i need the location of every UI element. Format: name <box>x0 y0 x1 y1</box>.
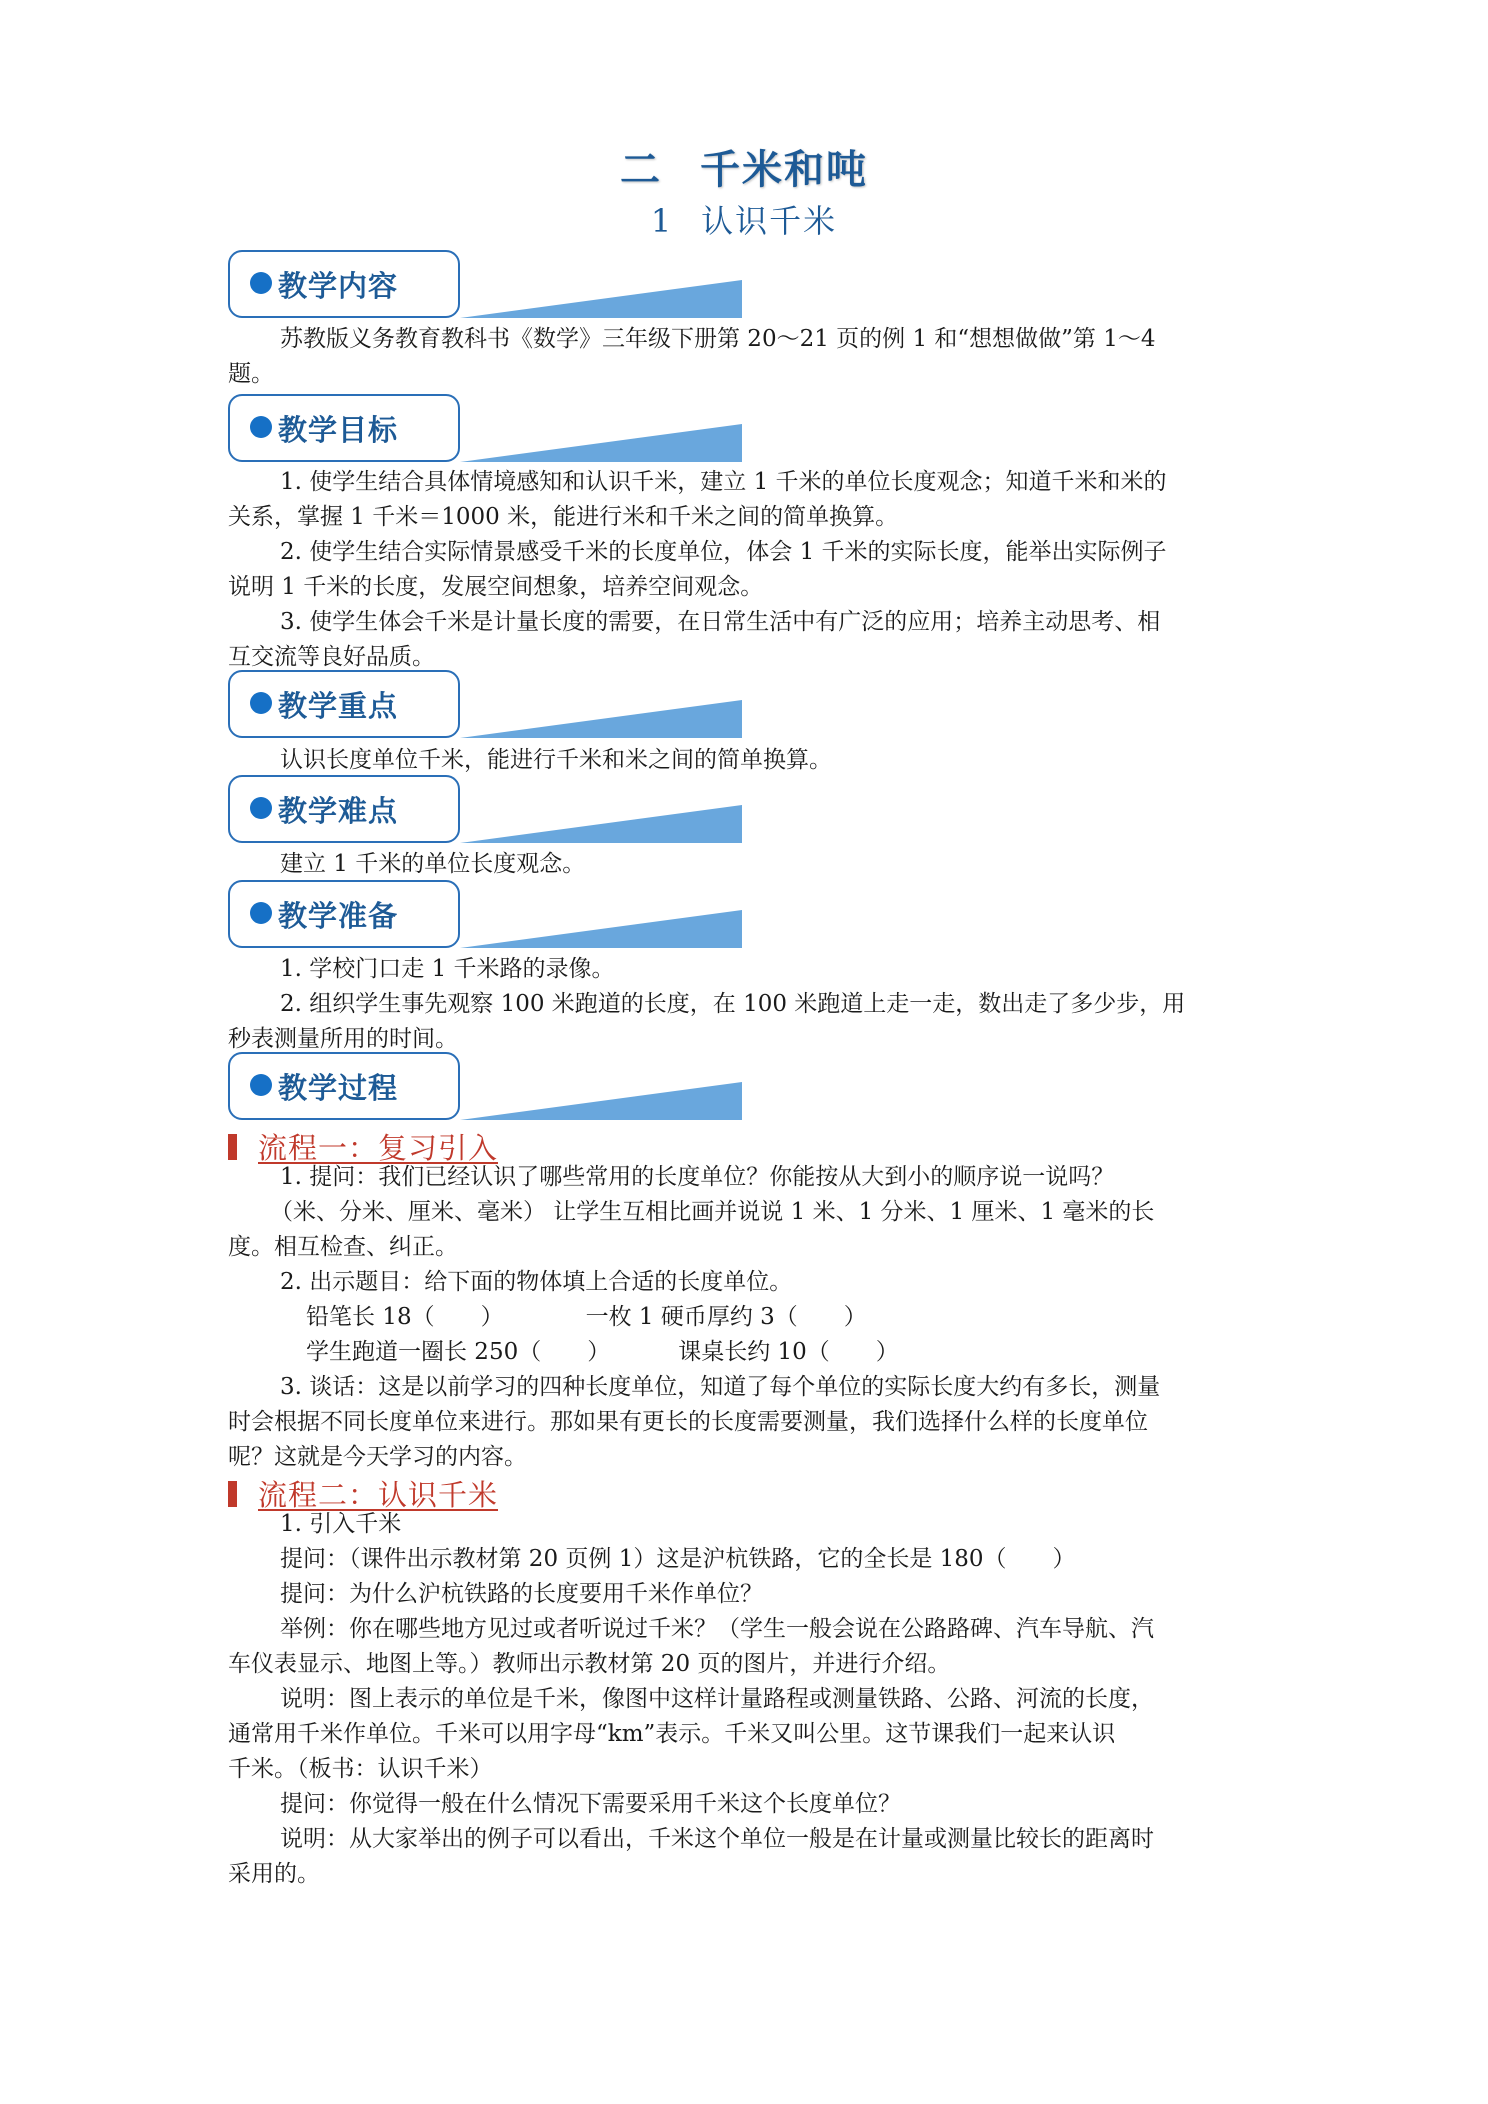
lesson-number: 1 <box>650 202 674 240</box>
bullet-dot-icon <box>250 902 272 924</box>
section-label: 教学难点 <box>278 794 399 828</box>
flow2-line: 说明：图上表示的单位是千米，像图中这样计量路程或测量铁路、公路、河流的长度， <box>280 1686 1154 1712</box>
bullet-dot-icon <box>250 272 272 294</box>
chapter-name: 千米和吨 <box>700 147 868 193</box>
bullet-dot-icon <box>250 416 272 438</box>
section-label: 教学过程 <box>278 1071 399 1105</box>
goal-line: 关系，掌握 1 千米＝1000 米，能进行米和千米之间的简单换算。 <box>228 504 899 530</box>
flow1-line: 时会根据不同长度单位来进行。那如果有更长的长度需要测量，我们选择什么样的长度单位 <box>228 1409 1148 1435</box>
bullet-dot-icon <box>250 797 272 819</box>
goal-line: 说明 1 千米的长度，发展空间想象，培养空间观念。 <box>228 574 764 600</box>
flow1-line: 3. 谈话：这是以前学习的四种长度单位，知道了每个单位的实际长度大约有多长，测量 <box>280 1374 1161 1400</box>
flow2-line: 举例：你在哪些地方见过或者听说过千米？（学生一般会说在公路路碑、汽车导航、汽 <box>280 1616 1154 1642</box>
header-tab-shape <box>460 280 742 318</box>
flow2-line: 通常用千米作单位。千米可以用字母“km”表示。千米又叫公里。这节课我们一起来认识 <box>228 1721 1116 1747</box>
difficulties-text: 建立 1 千米的单位长度观念。 <box>280 851 586 877</box>
flow1-question-row <box>228 1300 1346 1335</box>
section-header-goals <box>228 394 528 466</box>
flow2-line: 车仪表显示、地图上等。）教师出示教材第 20 页的图片，并进行介绍。 <box>228 1651 951 1677</box>
content-text-line: 苏教版义务教育教科书《数学》三年级下册第 20～21 页的例 1 和“想想做做”第 1～4 <box>280 326 1156 352</box>
header-tab-shape <box>460 910 742 948</box>
flow1-line: 1. 提问：我们已经认识了哪些常用的长度单位？你能按从大到小的顺序说一说吗？ <box>280 1164 1115 1190</box>
goal-line: 1. 使学生结合具体情境感知和认识千米，建立 1 千米的单位长度观念；知道千米和米的 <box>280 469 1167 495</box>
header-tab-shape <box>460 1082 742 1120</box>
section-label: 教学重点 <box>278 689 399 723</box>
flow1-line: 呢？这就是今天学习的内容。 <box>228 1444 527 1470</box>
goal-line: 互交流等良好品质。 <box>228 644 435 670</box>
header-tab-shape <box>460 424 742 462</box>
fill-blank-question: 学生跑道一圈长 250（ ） <box>306 1339 611 1365</box>
flow1-line: （米、分米、厘米、毫米） 让学生互相比画并说说 1 米、1 分米、1 厘米、1 毫米的长 <box>270 1199 1155 1225</box>
flow-marker-bar <box>228 1481 237 1507</box>
flow2-line: 提问：你觉得一般在什么情况下需要采用千米这个长度单位？ <box>280 1791 901 1817</box>
flow1-question-row <box>228 1335 1346 1370</box>
lesson-name: 认识千米 <box>701 202 838 240</box>
section-header-difficulties <box>228 775 528 847</box>
flow2-line: 1. 引入千米 <box>280 1511 402 1537</box>
key-points-text: 认识长度单位千米，能进行千米和米之间的简单换算。 <box>280 747 832 773</box>
bullet-dot-icon <box>250 692 272 714</box>
flow-heading-text: 流程一：复习引入 <box>258 1131 499 1165</box>
chapter-title <box>0 138 1488 195</box>
header-tab-shape <box>460 700 742 738</box>
header-tab-shape <box>460 805 742 843</box>
flow2-line: 说明：从大家举出的例子可以看出，千米这个单位一般是在计量或测量比较长的距离时 <box>280 1826 1154 1852</box>
flow1-line: 度。相互检查、纠正。 <box>228 1234 458 1260</box>
goal-line: 3. 使学生体会千米是计量长度的需要，在日常生活中有广泛的应用；培养主动思考、相 <box>280 609 1161 635</box>
section-header-process <box>228 1052 528 1124</box>
fill-blank-question: 课桌长约 10（ ） <box>678 1339 899 1365</box>
flow-heading-text: 流程二：认识千米 <box>258 1478 499 1512</box>
bullet-dot-icon <box>250 1074 272 1096</box>
flow-marker-bar <box>228 1134 237 1160</box>
content-text-line: 题。 <box>228 361 274 387</box>
flow1-line: 2. 出示题目：给下面的物体填上合适的长度单位。 <box>280 1269 793 1295</box>
chapter-number: 二 <box>620 147 662 193</box>
goal-line: 2. 使学生结合实际情景感受千米的长度单位，体会 1 千米的实际长度，能举出实际例子 <box>280 539 1167 565</box>
flow2-line: 采用的。 <box>228 1861 320 1887</box>
preparation-line: 2. 组织学生事先观察 100 米跑道的长度，在 100 米跑道上走一走，数出走了多少步，用 <box>280 991 1186 1017</box>
section-label: 教学准备 <box>278 899 399 933</box>
fill-blank-question: 铅笔长 18（ ） <box>306 1304 504 1330</box>
preparation-line: 1. 学校门口走 1 千米路的录像。 <box>280 956 615 982</box>
flow2-line: 千米。（板书：认识千米） <box>228 1756 493 1782</box>
section-header-key-points <box>228 670 528 742</box>
section-header-preparation <box>228 880 528 952</box>
fill-blank-question: 一枚 1 硬币厚约 3（ ） <box>585 1304 867 1330</box>
section-header-content <box>228 250 528 322</box>
section-label: 教学目标 <box>278 413 399 447</box>
flow2-line: 提问：（课件出示教材第 20 页例 1）这是沪杭铁路，它的全长是 180（ ） <box>280 1546 1076 1572</box>
section-label: 教学内容 <box>278 269 399 303</box>
lesson-title <box>0 196 1488 242</box>
preparation-line: 秒表测量所用的时间。 <box>228 1026 458 1052</box>
flow2-line: 提问：为什么沪杭铁路的长度要用千米作单位？ <box>280 1581 763 1607</box>
